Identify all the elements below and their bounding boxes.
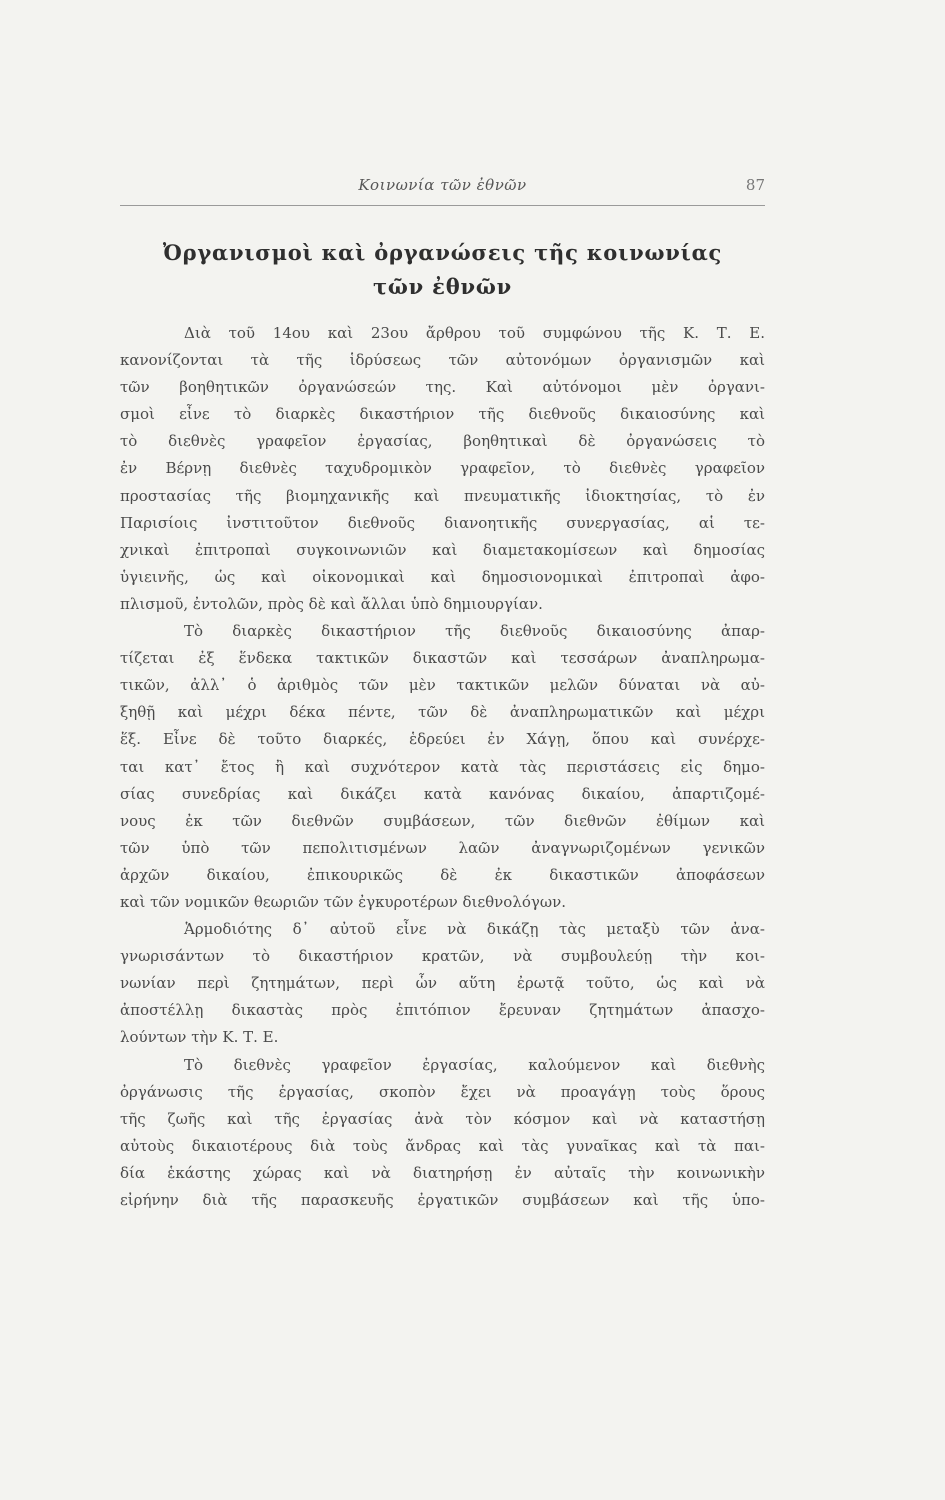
text-line: πλισμοῦ, ἐντολῶν, πρὸς δὲ καὶ ἄλλαι ὑπὸ δημιουργίαν. [120,594,543,613]
text-line: ἕξ. Εἶνε δὲ τοῦτο διαρκές, ἑδρεύει ἐν Χάγῃ, ὅπου καὶ συνέρχε- [120,730,765,749]
section-title [120,236,765,304]
text-line: ξηθῇ καὶ μέχρι δέκα πέντε, τῶν δὲ ἀναπληρωματικῶν καὶ μέχρι [120,703,765,722]
text-line: τῆς ζωῆς καὶ τῆς ἐργασίας ἀνὰ τὸν κόσμον καὶ νὰ καταστήσῃ [120,1109,765,1128]
text-line: Τὸ διαρκὲς δικαστήριον τῆς διεθνοῦς δικαιοσύνης ἀπαρ- [184,622,765,641]
text-line: νους ἐκ τῶν διεθνῶν συμβάσεων, τῶν διεθνῶν ἐθίμων καὶ [120,811,765,830]
section-title-line: τῶν ἐθνῶν [372,274,513,299]
running-title: Κοινωνία τῶν ἐθνῶν [358,176,527,194]
text-line: Ἁρμοδιότης δ᾽ αὐτοῦ εἶνε νὰ δικάζῃ τὰς μεταξὺ τῶν ἀνα- [184,920,765,939]
text-line: ἀρχῶν δικαίου, ἐπικουρικῶς δὲ ἐκ δικαστικῶν ἀποφάσεων [120,865,765,884]
body-text [120,320,765,1214]
text-line: νωνίαν περὶ ζητημάτων, περὶ ὧν αὕτη ἐρωτᾷ τοῦτο, ὡς καὶ νὰ [120,974,765,993]
text-line: ἐν Βέρνῃ διεθνὲς ταχυδρομικὸν γραφεῖον, τὸ διεθνὲς γραφεῖον [120,459,765,478]
text-line: αὐτοὺς δικαιοτέρους διὰ τοὺς ἄνδρας καὶ τὰς γυναῖκας καὶ τὰ παι- [120,1136,765,1155]
text-line: ἀποστέλλῃ δικαστὰς πρὸς ἐπιτόπιον ἔρευναν ζητημάτων ἀπασχο- [120,1001,765,1020]
text-line: λούντων τὴν Κ. Τ. Ε. [120,1028,279,1047]
page-number: 87 [745,176,765,194]
text-line: Παρισίοις ἰνστιτοῦτον διεθνοῦς διανοητικῆς συνεργασίας, αἱ τε- [120,513,765,532]
text-line: χνικαὶ ἐπιτροπαὶ συγκοινωνιῶν καὶ διαμετακομίσεων καὶ δημοσίας [120,540,765,559]
text-line: ὀργάνωσις τῆς ἐργασίας, σκοπὸν ἔχει νὰ προαγάγῃ τοὺς ὅρους [120,1082,765,1101]
text-line: σμοὶ εἶνε τὸ διαρκὲς δικαστήριον τῆς διεθνοῦς δικαιοσύνης καὶ [120,405,765,424]
text-line: Τὸ διεθνὲς γραφεῖον ἐργασίας, καλούμενον καὶ διεθνὴς [184,1055,765,1074]
text-line: τῶν βοηθητικῶν ὀργανώσεών της. Καὶ αὐτόνομοι μὲν ὀργανι- [120,378,765,397]
text-line: τίζεται ἐξ ἕνδεκα τακτικῶν δικαστῶν καὶ τεσσάρων ἀναπληρωμα- [120,649,765,668]
text-line: προστασίας τῆς βιομηχανικῆς καὶ πνευματικῆς ἰδιοκτησίας, τὸ ἐν [120,486,765,505]
text-line: κανονίζονται τὰ τῆς ἱδρύσεως τῶν αὐτονόμων ὀργανισμῶν καὶ [120,351,765,370]
text-line: δία ἑκάστης χώρας καὶ νὰ διατηρήσῃ ἐν αὐταῖς τὴν κοινωνικὴν [120,1163,765,1182]
running-header [120,172,765,200]
text-line: σίας συνεδρίας καὶ δικάζει κατὰ κανόνας δικαίου, ἀπαρτιζομέ- [120,784,765,803]
text-line: τικῶν, ἀλλ᾽ ὁ ἀριθμὸς τῶν μὲν τακτικῶν μελῶν δύναται νὰ αὐ- [120,676,765,695]
text-line: Διὰ τοῦ 14ου καὶ 23ου ἄρθρου τοῦ συμφώνου τῆς Κ. Τ. Ε. [184,324,765,342]
header-rule [120,205,765,206]
text-line: εἰρήνην διὰ τῆς παρασκευῆς ἐργατικῶν συμβάσεων καὶ τῆς ὑπο- [120,1191,765,1209]
text-line: ὑγιεινῆς, ὡς καὶ οἰκονομικαὶ καὶ δημοσιονομικαὶ ἐπιτροπαὶ ἀφο- [120,567,765,586]
text-line: ται κατ᾽ ἔτος ἢ καὶ συχνότερον κατὰ τὰς περιστάσεις εἰς δημο- [120,757,765,776]
section-title-line: Ὀργανισμοὶ καὶ ὀργανώσεις τῆς κοινωνίας [162,240,723,265]
text-line: καὶ τῶν νομικῶν θεωριῶν τῶν ἐγκυροτέρων διεθνολόγων. [120,892,566,911]
text-line: τῶν ὑπὸ τῶν πεπολιτισμένων λαῶν ἀναγνωριζομένων γενικῶν [120,838,765,857]
text-line: γνωρισάντων τὸ δικαστήριον κρατῶν, νὰ συμβουλεύῃ τὴν κοι- [120,947,765,966]
text-line: τὸ διεθνὲς γραφεῖον ἐργασίας, βοηθητικαὶ δὲ ὀργανώσεις τὸ [120,432,765,451]
